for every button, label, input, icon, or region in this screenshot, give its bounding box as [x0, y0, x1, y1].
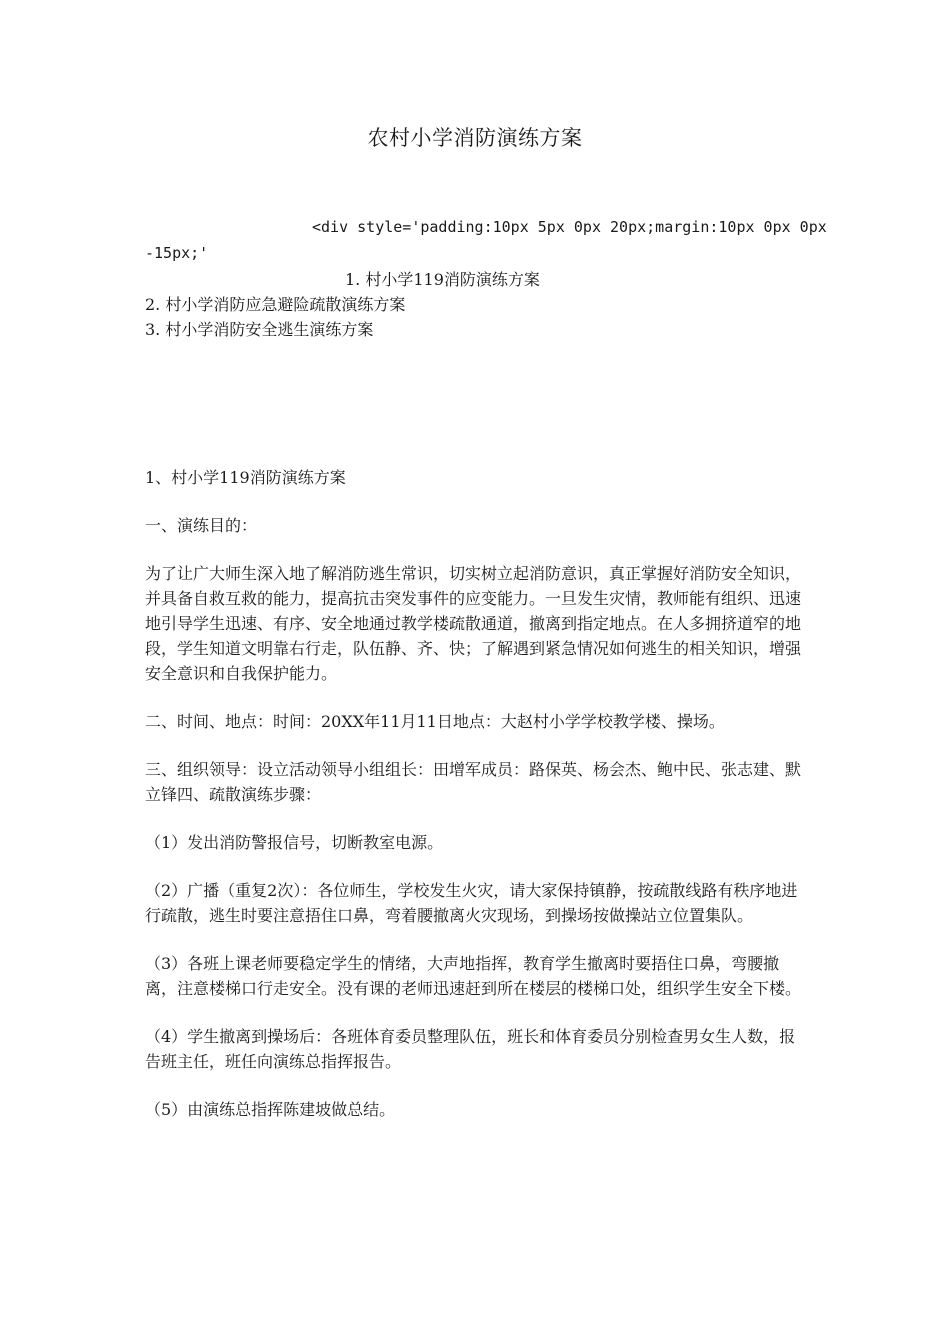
code-snippet-line-1: <div style='padding:10px 5px 0px 20px;margin:10px 0px 0px — [312, 218, 827, 236]
step-4: （4）学生撤离到操场后：各班体育委员整理队伍，班长和体育委员分别检查男女生人数，报告班主任，班任向演练总指挥报告。 — [145, 1027, 796, 1071]
step-3: （3）各班上课老师要稳定学生的情绪，大声地指挥，教育学生撤离时要捂住口鼻，弯腰撤离，注意楼梯口行走安全。没有课的老师迅速赶到所在楼层的楼梯口处，组织学生安全下楼。 — [145, 954, 802, 998]
paragraph-time-location: 二、时间、地点：时间：20XX年11月11日地点：大赵村小学学校教学楼、操场。 — [145, 712, 725, 731]
document-title: 农村小学消防演练方案 — [367, 126, 583, 150]
step-2: （2）广播（重复2次）：各位师生，学校发生火灾，请大家保持镇静，按疏散线路有秩序地进行疏散，逃生时要注意捂住口鼻，弯着腰撤离火灾现场，到操场按做操站立位置集队。 — [145, 881, 798, 925]
code-snippet-line-2: -15px;' — [145, 244, 209, 262]
step-1: （1）发出消防警报信号，切断教室电源。 — [145, 833, 444, 852]
step-5: （5）由演练总指挥陈建坡做总结。 — [145, 1100, 396, 1119]
heading-purpose: 一、演练目的： — [145, 516, 258, 535]
toc-item-2: 2. 村小学消防应急避险疏散演练方案 — [145, 295, 406, 314]
paragraph-purpose: 为了让广大师生深入地了解消防逃生常识，切实树立起消防意识，真正掌握好消防安全知识，并具备自救互救的能力，提高抗击突发事件的应变能力。一旦发生灾情，教师能有组织、迅速地引导学生迅速、有序、安全地通过教学楼疏散通道，撤离到指定地点。在人多拥挤道窄的地段，学生知道文明靠右行走，队伍静、齐、快；了解遇到紧急情况如何逃生的相关知识，增强安全意识和自我保护能力。 — [145, 564, 802, 683]
document-body — [145, 465, 809, 1145]
paragraph-organization: 三、组织领导：设立活动领导小组组长：田增军成员：路保英、杨会杰、鲍中民、张志建、默立锋四、疏散演练步骤： — [145, 760, 802, 804]
toc-item-3: 3. 村小学消防安全逃生演练方案 — [145, 320, 374, 339]
section-heading: 1、村小学119消防演练方案 — [145, 468, 346, 487]
toc-item-1: 1. 村小学119消防演练方案 — [345, 270, 540, 289]
